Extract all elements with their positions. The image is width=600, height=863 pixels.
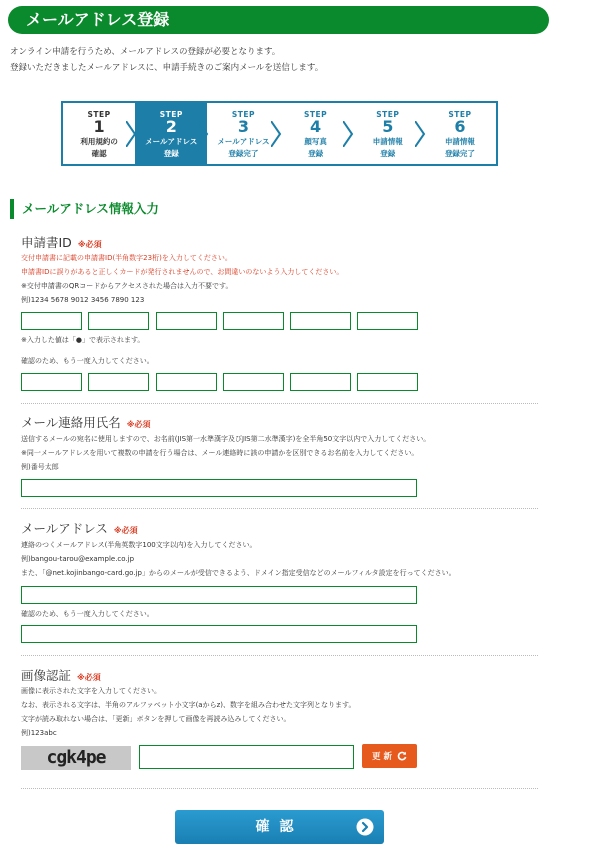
application-id-confirm-input-6[interactable] [357, 373, 418, 391]
mail-name-label [21, 413, 151, 431]
step-number: 1 [93, 117, 105, 136]
mail-name-label-text: メール連絡用氏名 [21, 415, 121, 430]
captcha-example: 例)123abc [21, 729, 57, 737]
step-progress [61, 101, 498, 166]
chevron-right-icon [356, 818, 374, 836]
step-text: 顔写真 [304, 137, 327, 146]
step-label: STEP [376, 110, 400, 119]
divider [21, 655, 538, 656]
step-label: STEP [304, 110, 328, 119]
application-id-input-4[interactable] [223, 312, 284, 330]
application-id-confirm-input-4[interactable] [223, 373, 284, 391]
captcha-desc-1: 画像に表示された文字を入力してください。 [21, 687, 161, 695]
step-text: 申請情報 [444, 137, 475, 146]
application-id-desc-1: 交付申請書に記載の申請書ID(半角数字23桁)を入力してください。 [21, 254, 232, 262]
step-1 [63, 103, 135, 164]
step-text: 利用規約の [80, 137, 118, 146]
email-label-text: メールアドレス [21, 521, 108, 536]
captcha-image: cgk4pe [21, 746, 131, 770]
confirm-button[interactable] [175, 810, 384, 844]
step-4 [280, 103, 352, 164]
step-arrow-icon [415, 121, 433, 147]
step-number: 4 [310, 117, 322, 136]
step-2 [135, 103, 207, 164]
mail-name-example: 例)番号太郎 [21, 463, 59, 471]
application-id-input-2[interactable] [88, 312, 149, 330]
refresh-label: 更 新 [372, 752, 392, 762]
mail-name-input[interactable] [21, 479, 417, 497]
application-id-confirm-input-3[interactable] [156, 373, 217, 391]
email-input[interactable] [21, 586, 417, 604]
application-id-confirm-input-1[interactable] [21, 373, 82, 391]
step-label: STEP [159, 110, 183, 119]
email-desc-1: 連絡のつくメールアドレス(半角英数字100文字以内)を入力してください。 [21, 541, 257, 549]
mail-name-desc-1: 送信するメールの宛名に使用しますので、お名前(JIS第一水準漢字及びJIS第二水準漢字)を全半角50文字以内で入力してください。 [21, 435, 431, 443]
step-arrow-icon [126, 121, 144, 147]
intro-line-1: オンライン申請を行うため、メールアドレスの登録が必要となります。 [10, 47, 281, 57]
mail-name-description [21, 432, 430, 474]
step-text: メールアドレス [217, 137, 270, 146]
required-mark: ※必須 [126, 420, 151, 429]
application-id-input-5[interactable] [290, 312, 351, 330]
step-label: STEP [448, 110, 472, 119]
divider [21, 788, 538, 789]
divider [21, 508, 538, 509]
step-3 [207, 103, 279, 164]
application-id-confirm-input-5[interactable] [290, 373, 351, 391]
step-label: STEP [87, 110, 111, 119]
application-id-confirm-input-2[interactable] [88, 373, 149, 391]
required-mark: ※必須 [77, 673, 101, 682]
application-id-desc-2: 申請書IDに誤りがあると正しくカードが発行されませんので、お間違いのないよう入力してください。 [21, 268, 344, 276]
step-number: 2 [165, 117, 177, 136]
email-confirm-note: 確認のため、もう一度入力してください。 [21, 610, 154, 618]
confirm-label: 確認 [255, 819, 304, 835]
application-id-desc-3: ※交付申請書のQRコードからアクセスされた場合は入力不要です。 [21, 282, 233, 290]
step-text: 登録 [380, 149, 396, 158]
step-number: 3 [237, 117, 249, 136]
application-id-description [21, 251, 343, 307]
required-mark: ※必須 [113, 526, 138, 535]
captcha-input[interactable] [139, 745, 354, 769]
captcha-desc-2: なお、表示される文字は、半角のアルファベット小文字(aからz)、数字を組み合わせた文字列となります。 [21, 701, 356, 709]
step-text: 確認 [91, 149, 107, 158]
step-6 [424, 103, 496, 164]
required-mark: ※必須 [77, 240, 102, 249]
mail-name-desc-2: ※同一メールアドレスを用いて複数の申請を行う場合は、メール連絡時に該の申請かを区別できるお名前を入力してください。 [21, 449, 419, 457]
page-title: メールアドレス登録 [8, 6, 549, 34]
step-arrow-icon [343, 121, 361, 147]
captcha-label [21, 666, 101, 684]
step-text: 申請情報 [372, 137, 403, 146]
step-text: 登録完了 [444, 149, 475, 158]
refresh-icon [397, 751, 407, 761]
application-id-example: 例)1234 5678 9012 3456 7890 123 [21, 296, 145, 304]
step-5 [352, 103, 424, 164]
email-description [21, 538, 456, 580]
step-text: 登録完了 [228, 149, 259, 158]
email-desc-3: また、「@net.kojinbango-card.go.jp」からのメールが受信できるよう、ドメイン指定受信などのメールフィルタ設定を行ってください。 [21, 569, 456, 577]
divider [21, 403, 538, 404]
step-number: 6 [454, 117, 466, 136]
application-id-confirm-note: 確認のため、もう一度入力してください。 [21, 357, 154, 365]
step-number: 5 [382, 117, 394, 136]
step-arrow-icon [271, 121, 289, 147]
captcha-desc-3: 文字が読み取れない場合は、「更新」ボタンを押して画像を再読み込みしてください。 [21, 715, 291, 723]
section-title: メールアドレス情報入力 [10, 199, 159, 219]
email-label [21, 519, 138, 537]
application-id-input-6[interactable] [357, 312, 418, 330]
application-id-input-3[interactable] [156, 312, 217, 330]
step-label: STEP [231, 110, 255, 119]
captcha-description [21, 684, 355, 740]
intro-line-2: 登録いただきましたメールアドレスに、申請手続きのご案内メールを送信します。 [10, 63, 324, 73]
step-text: 登録 [308, 149, 324, 158]
refresh-button[interactable] [362, 744, 417, 768]
step-text: メールアドレス [145, 137, 198, 146]
application-id-label [21, 233, 102, 251]
email-example: 例)bangou-tarou@example.co.jp [21, 555, 135, 563]
application-id-label-text: 申請書ID [21, 235, 72, 250]
step-arrow-icon [198, 121, 216, 147]
application-id-input-1[interactable] [21, 312, 82, 330]
email-confirm-input[interactable] [21, 625, 417, 643]
step-text: 登録 [163, 149, 179, 158]
intro-text [10, 44, 323, 76]
captcha-label-text: 画像認証 [21, 668, 72, 683]
masked-note: ※入力した値は「●」で表示されます。 [21, 336, 145, 344]
